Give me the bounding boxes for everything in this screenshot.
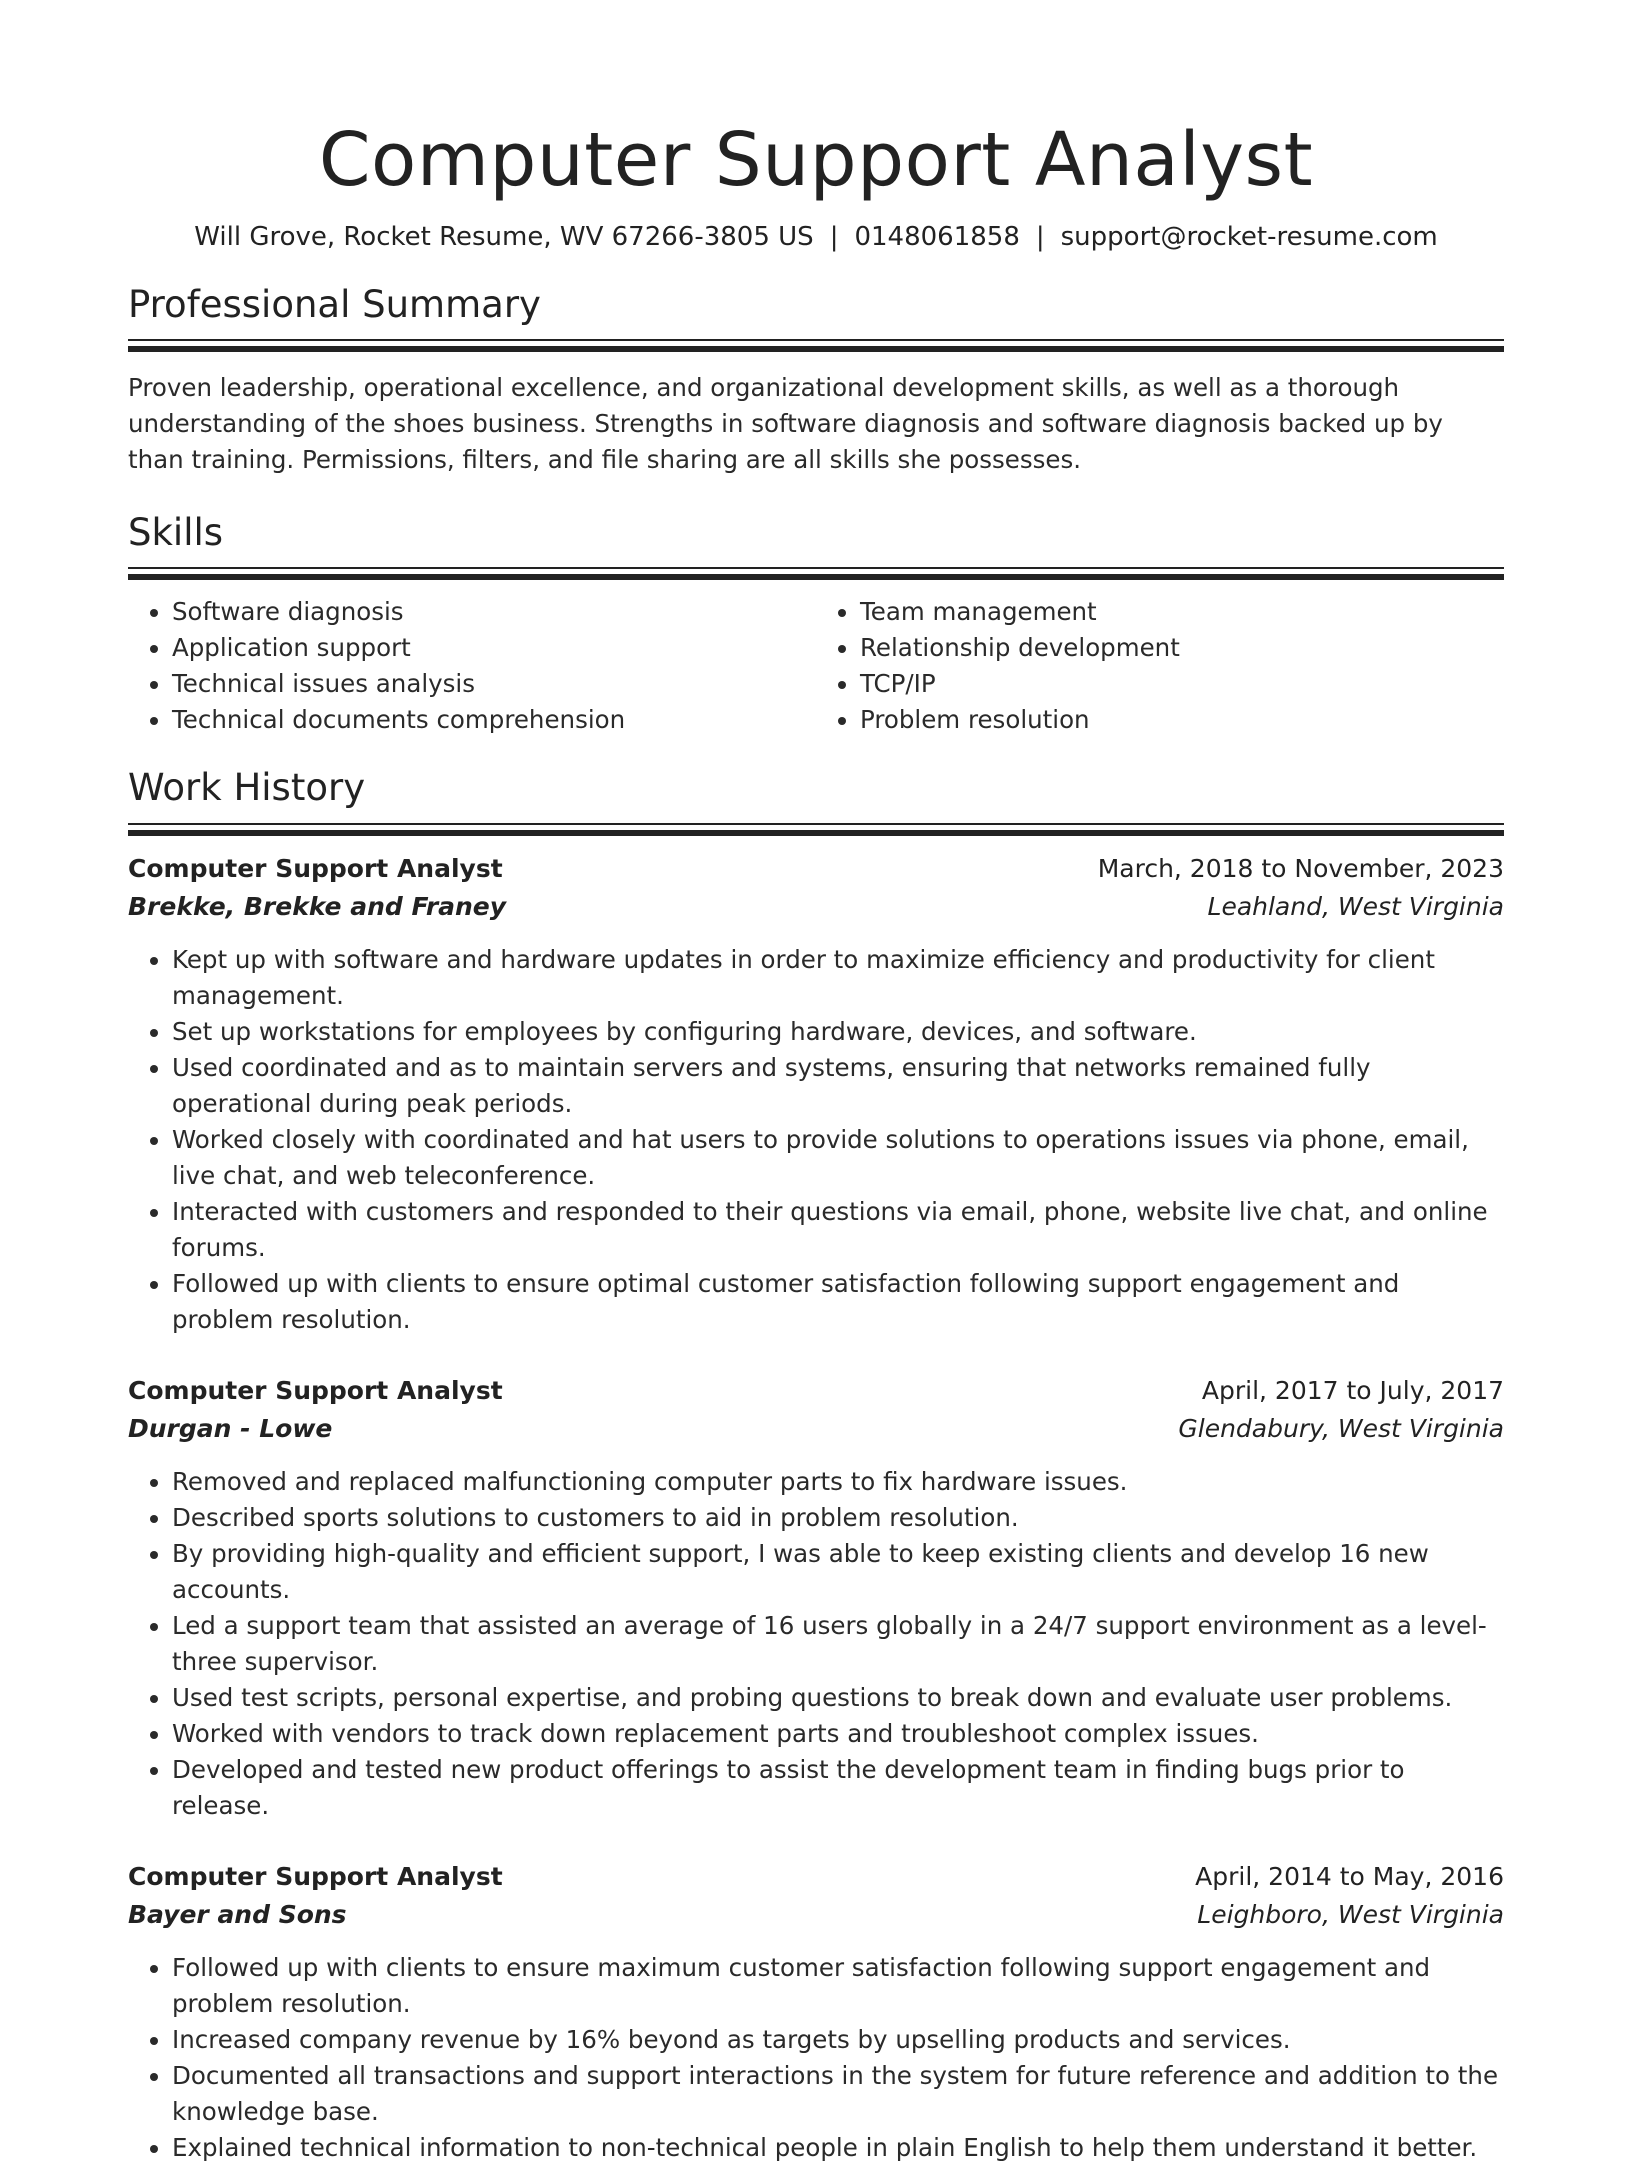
job-bullet: • Followed up with clients to ensure maximum customer satisfaction following support engagement and problem resolution. xyxy=(172,1950,1504,2022)
skill-item: • Technical documents comprehension xyxy=(172,702,816,738)
section-divider xyxy=(128,823,1504,836)
resume-title: Computer Support Analyst xyxy=(318,117,1314,203)
skill-item: • Problem resolution xyxy=(860,702,1504,738)
contact-address: Will Grove, Rocket Resume, WV 67266-3805 US xyxy=(194,222,814,253)
skill-item: • TCP/IP xyxy=(860,666,1504,702)
job-bullet: • Led a support team that assisted an average of 16 users globally in a 24/7 support environment as a level-three supervisor. xyxy=(172,1608,1504,1680)
contact-separator: | xyxy=(829,222,839,253)
skills-columns xyxy=(128,594,1504,738)
skill-item: • Team management xyxy=(860,594,1504,630)
job-company: Durgan - Lowe xyxy=(128,1413,333,1443)
skills-list-right xyxy=(816,594,1504,738)
summary-text: Proven leadership, operational excellence, and organizational development skills, as well as a thorough understanding of the shoes business. Strengths in software diagnosis and software diagnosis backed up by than training. Permissions, filters, and file sharing are all skills she possesses. xyxy=(128,373,1443,475)
job-location: Glendabury, West Virginia xyxy=(1178,1413,1504,1443)
job-entry xyxy=(128,1858,1504,2166)
job-entry xyxy=(128,850,1504,1338)
job-bullets xyxy=(128,1950,1504,2166)
job-bullet: • Explained technical information to non-technical people in plain English to help them understand it better. xyxy=(172,2130,1504,2166)
job-location: Leahland, West Virginia xyxy=(1207,891,1504,921)
job-bullet: • Removed and replaced malfunctioning computer parts to fix hardware issues. xyxy=(172,1464,1504,1500)
work-section xyxy=(128,758,1504,2165)
contact-separator: | xyxy=(1035,222,1045,253)
resume-content xyxy=(128,0,1504,2166)
summary-heading: Professional Summary xyxy=(128,282,541,326)
job-title: Computer Support Analyst xyxy=(128,1861,503,1891)
job-bullet: • Worked closely with coordinated and hat users to provide solutions to operations issues via phone, email, live chat, and web teleconference. xyxy=(172,1122,1504,1194)
job-dates: March, 2018 to November, 2023 xyxy=(1097,853,1504,883)
job-title: Computer Support Analyst xyxy=(128,1375,503,1405)
job-bullet: • Developed and tested new product offerings to assist the development team in finding bugs prior to release. xyxy=(172,1752,1504,1824)
job-dates: April, 2017 to July, 2017 xyxy=(1201,1375,1504,1405)
skills-section xyxy=(128,503,1504,738)
skills-list-left xyxy=(128,594,816,738)
job-bullet: • Set up workstations for employees by configuring hardware, devices, and software. xyxy=(172,1014,1504,1050)
skill-item: • Software diagnosis xyxy=(172,594,816,630)
job-bullet: • By providing high-quality and efficient support, I was able to keep existing clients and develop 16 new accounts. xyxy=(172,1536,1504,1608)
job-dates: April, 2014 to May, 2016 xyxy=(1195,1861,1504,1891)
job-company: Bayer and Sons xyxy=(128,1899,347,1929)
work-heading: Work History xyxy=(128,766,366,810)
job-bullet: • Used test scripts, personal expertise, and probing questions to break down and evaluate user problems. xyxy=(172,1680,1504,1716)
contact-line xyxy=(128,221,1504,255)
section-divider xyxy=(128,339,1504,352)
skill-item: • Technical issues analysis xyxy=(172,666,816,702)
job-bullet: • Described sports solutions to customers to aid in problem resolution. xyxy=(172,1500,1504,1536)
job-company: Brekke, Brekke and Franey xyxy=(128,891,507,921)
contact-email[interactable]: support@rocket-resume.com xyxy=(1060,222,1438,253)
job-bullet: • Followed up with clients to ensure optimal customer satisfaction following support engagement and problem resolution. xyxy=(172,1266,1504,1338)
job-bullets xyxy=(128,942,1504,1338)
job-location: Leighboro, West Virginia xyxy=(1197,1899,1504,1929)
job-bullet: • Used coordinated and as to maintain servers and systems, ensuring that networks remained fully operational during peak periods. xyxy=(172,1050,1504,1122)
job-title: Computer Support Analyst xyxy=(128,853,503,883)
skill-item: • Application support xyxy=(172,630,816,666)
job-bullet: • Increased company revenue by 16% beyond as targets by upselling products and services. xyxy=(172,2022,1504,2058)
job-bullet: • Worked with vendors to track down replacement parts and troubleshoot complex issues. xyxy=(172,1716,1504,1752)
job-bullets xyxy=(128,1464,1504,1824)
summary-section xyxy=(128,275,1504,478)
contact-phone: 0148061858 xyxy=(854,222,1020,253)
job-bullet: • Kept up with software and hardware updates in order to maximize efficiency and productivity for client management. xyxy=(172,942,1504,1014)
job-entry xyxy=(128,1372,1504,1824)
job-bullet: • Documented all transactions and support interactions in the system for future reference and addition to the knowledge base. xyxy=(172,2058,1504,2130)
skill-item: • Relationship development xyxy=(860,630,1504,666)
section-divider xyxy=(128,567,1504,580)
skills-heading: Skills xyxy=(128,510,224,554)
job-bullet: • Interacted with customers and responded to their questions via email, phone, website live chat, and online forums. xyxy=(172,1194,1504,1266)
